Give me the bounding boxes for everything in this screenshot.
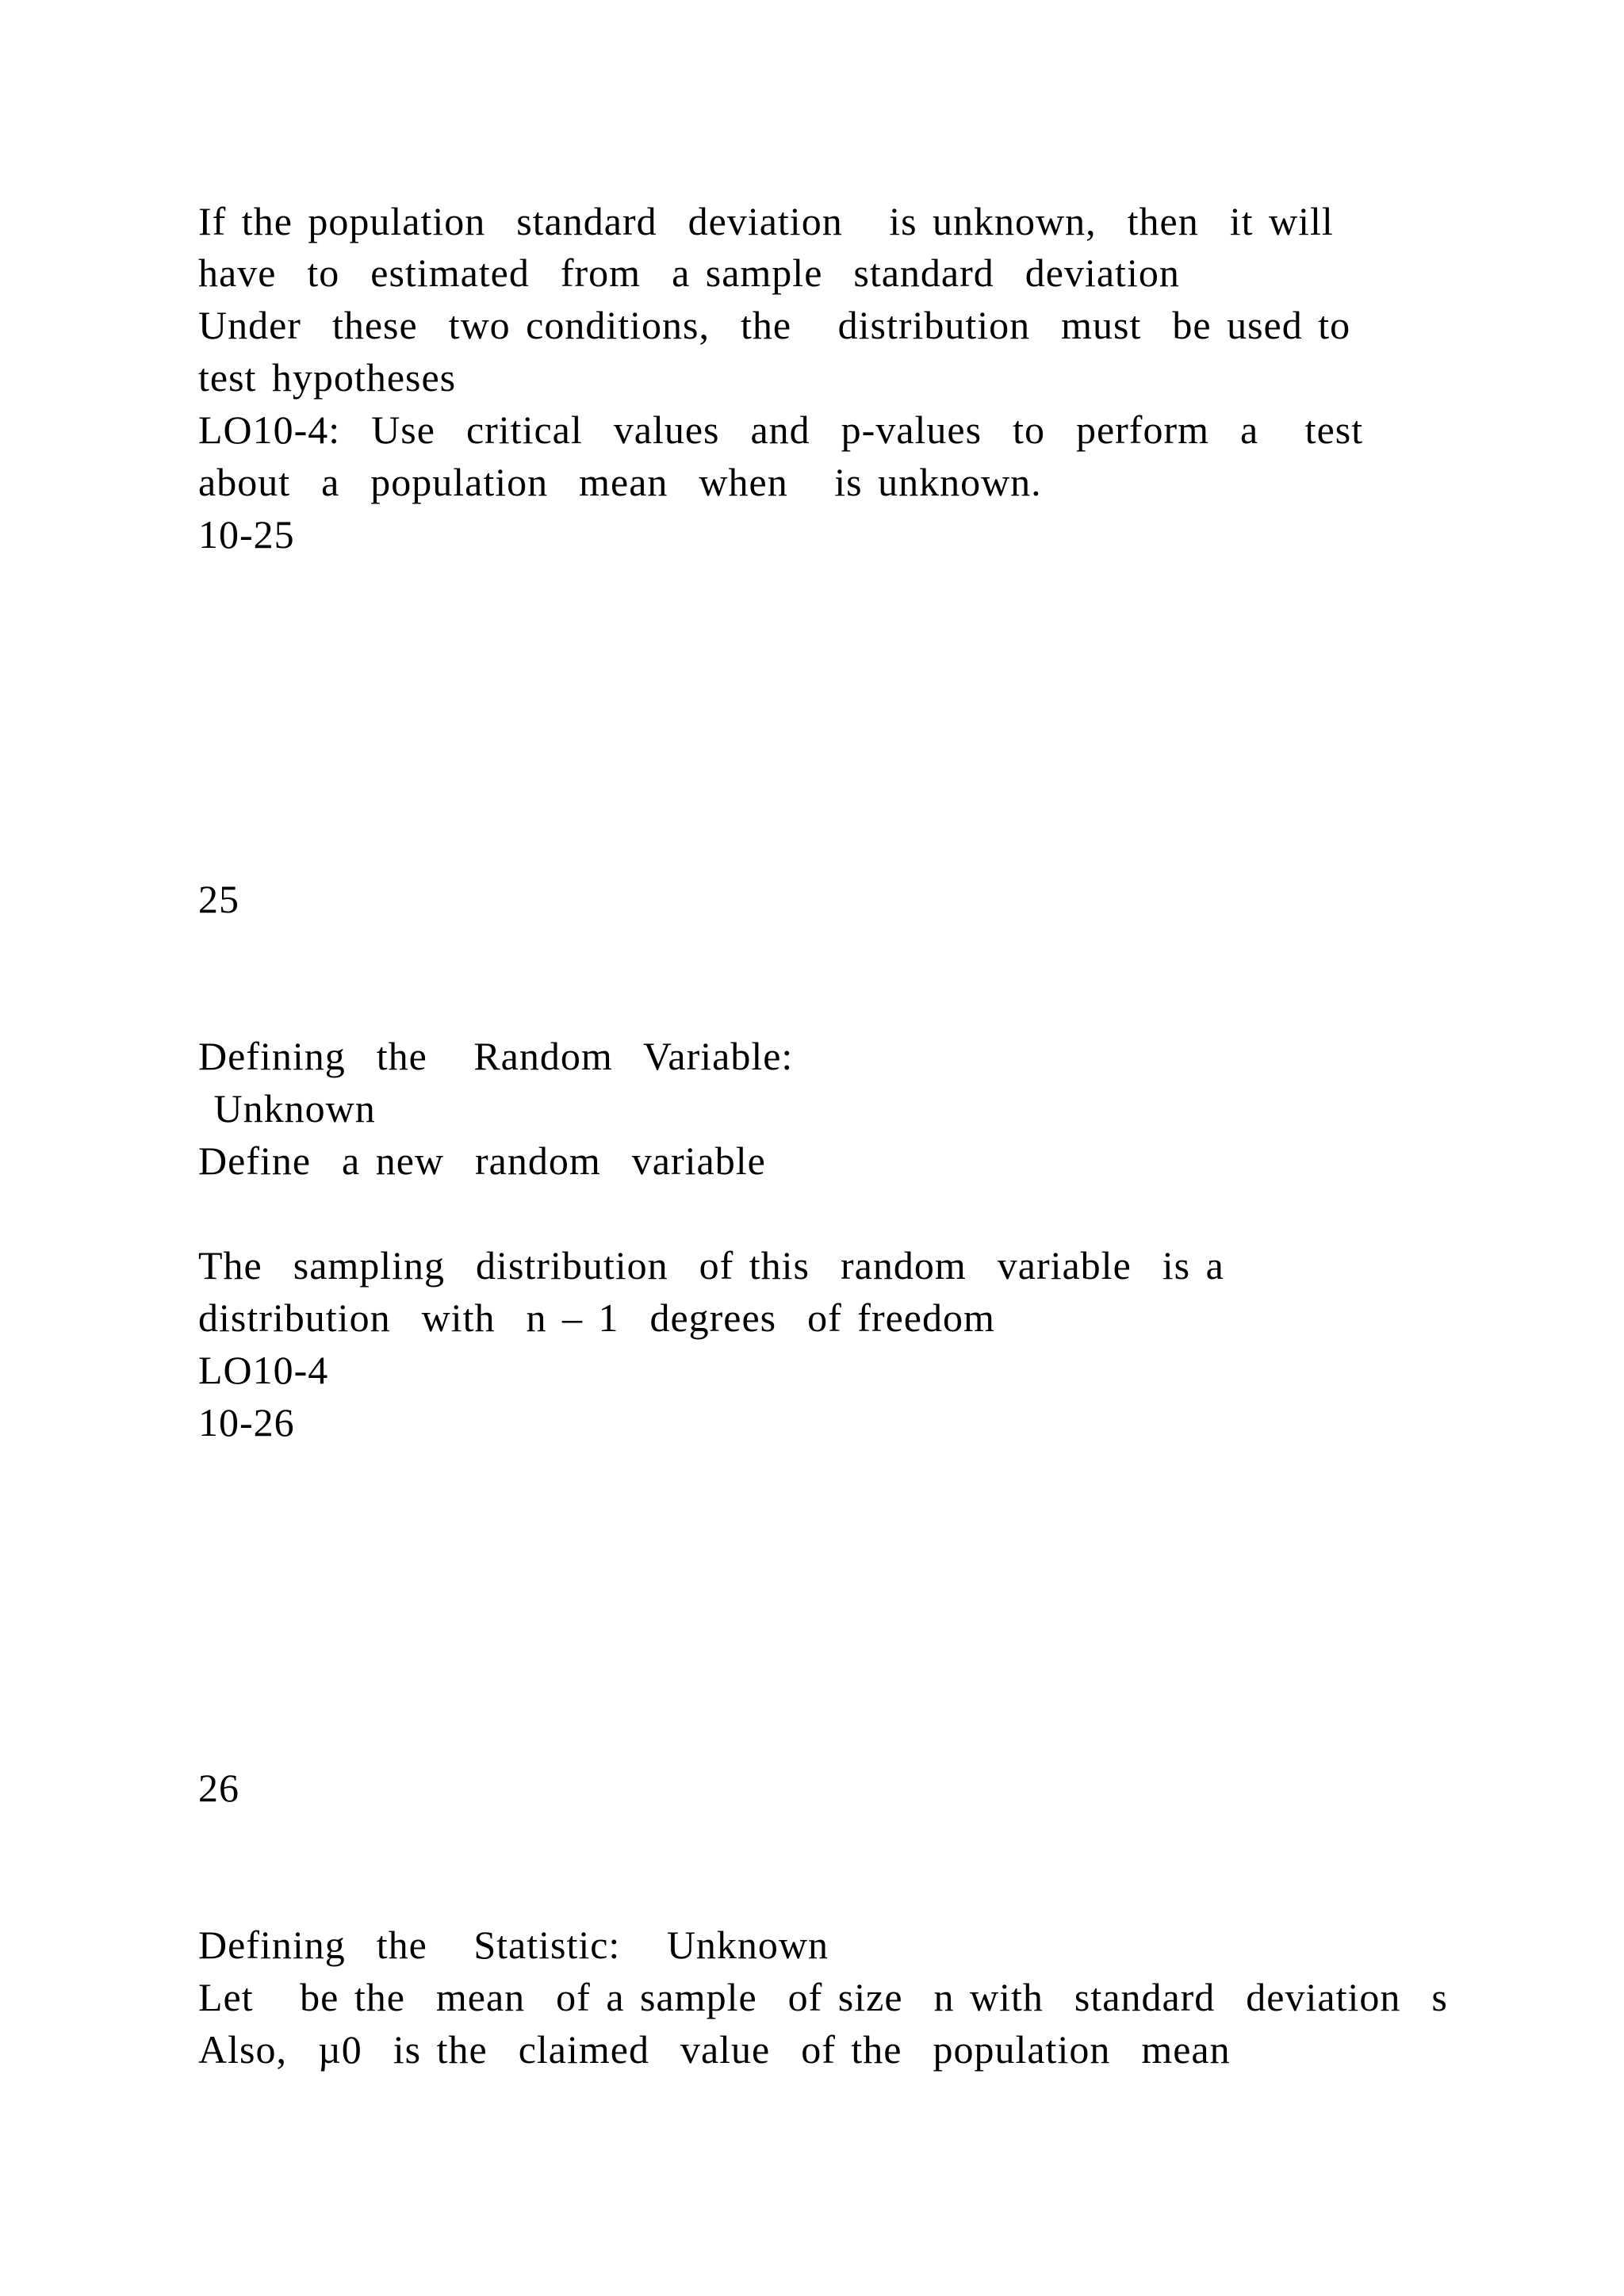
text-line: distribution with n – 1 degrees of freedom <box>198 1295 995 1340</box>
text-line: Define a new random variable <box>198 1138 766 1183</box>
text-line: The sampling distribution of this random variable is a <box>198 1243 1224 1288</box>
text-line: Also, µ0 is the claimed value of the population mean <box>198 2027 1231 2072</box>
slide-id: 10-25 <box>198 512 295 557</box>
section-heading: Defining the Statistic: Unknown <box>198 1923 829 1967</box>
text-line: Let be the mean of a sample of size n with standard deviation s <box>198 1975 1448 2019</box>
text-line: Unknown <box>198 1086 376 1131</box>
text-line: test hypotheses <box>198 355 457 400</box>
text-line: Under these two conditions, the distribution must be used to <box>198 303 1351 347</box>
text-line: have to estimated from a sample standard deviation <box>198 251 1180 295</box>
text-line: If the population standard deviation is unknown, then it will <box>198 199 1334 243</box>
text-line: about a population mean when is unknown. <box>198 460 1042 504</box>
page-number: 26 <box>198 1766 239 1810</box>
slide-id: 10-26 <box>198 1400 295 1445</box>
section-heading: Defining the Random Variable: <box>198 1034 794 1078</box>
text-line: LO10-4: Use critical values and p-values to perform a test <box>198 408 1364 452</box>
text-line: LO10-4 <box>198 1348 329 1392</box>
page-number: 25 <box>198 877 239 921</box>
